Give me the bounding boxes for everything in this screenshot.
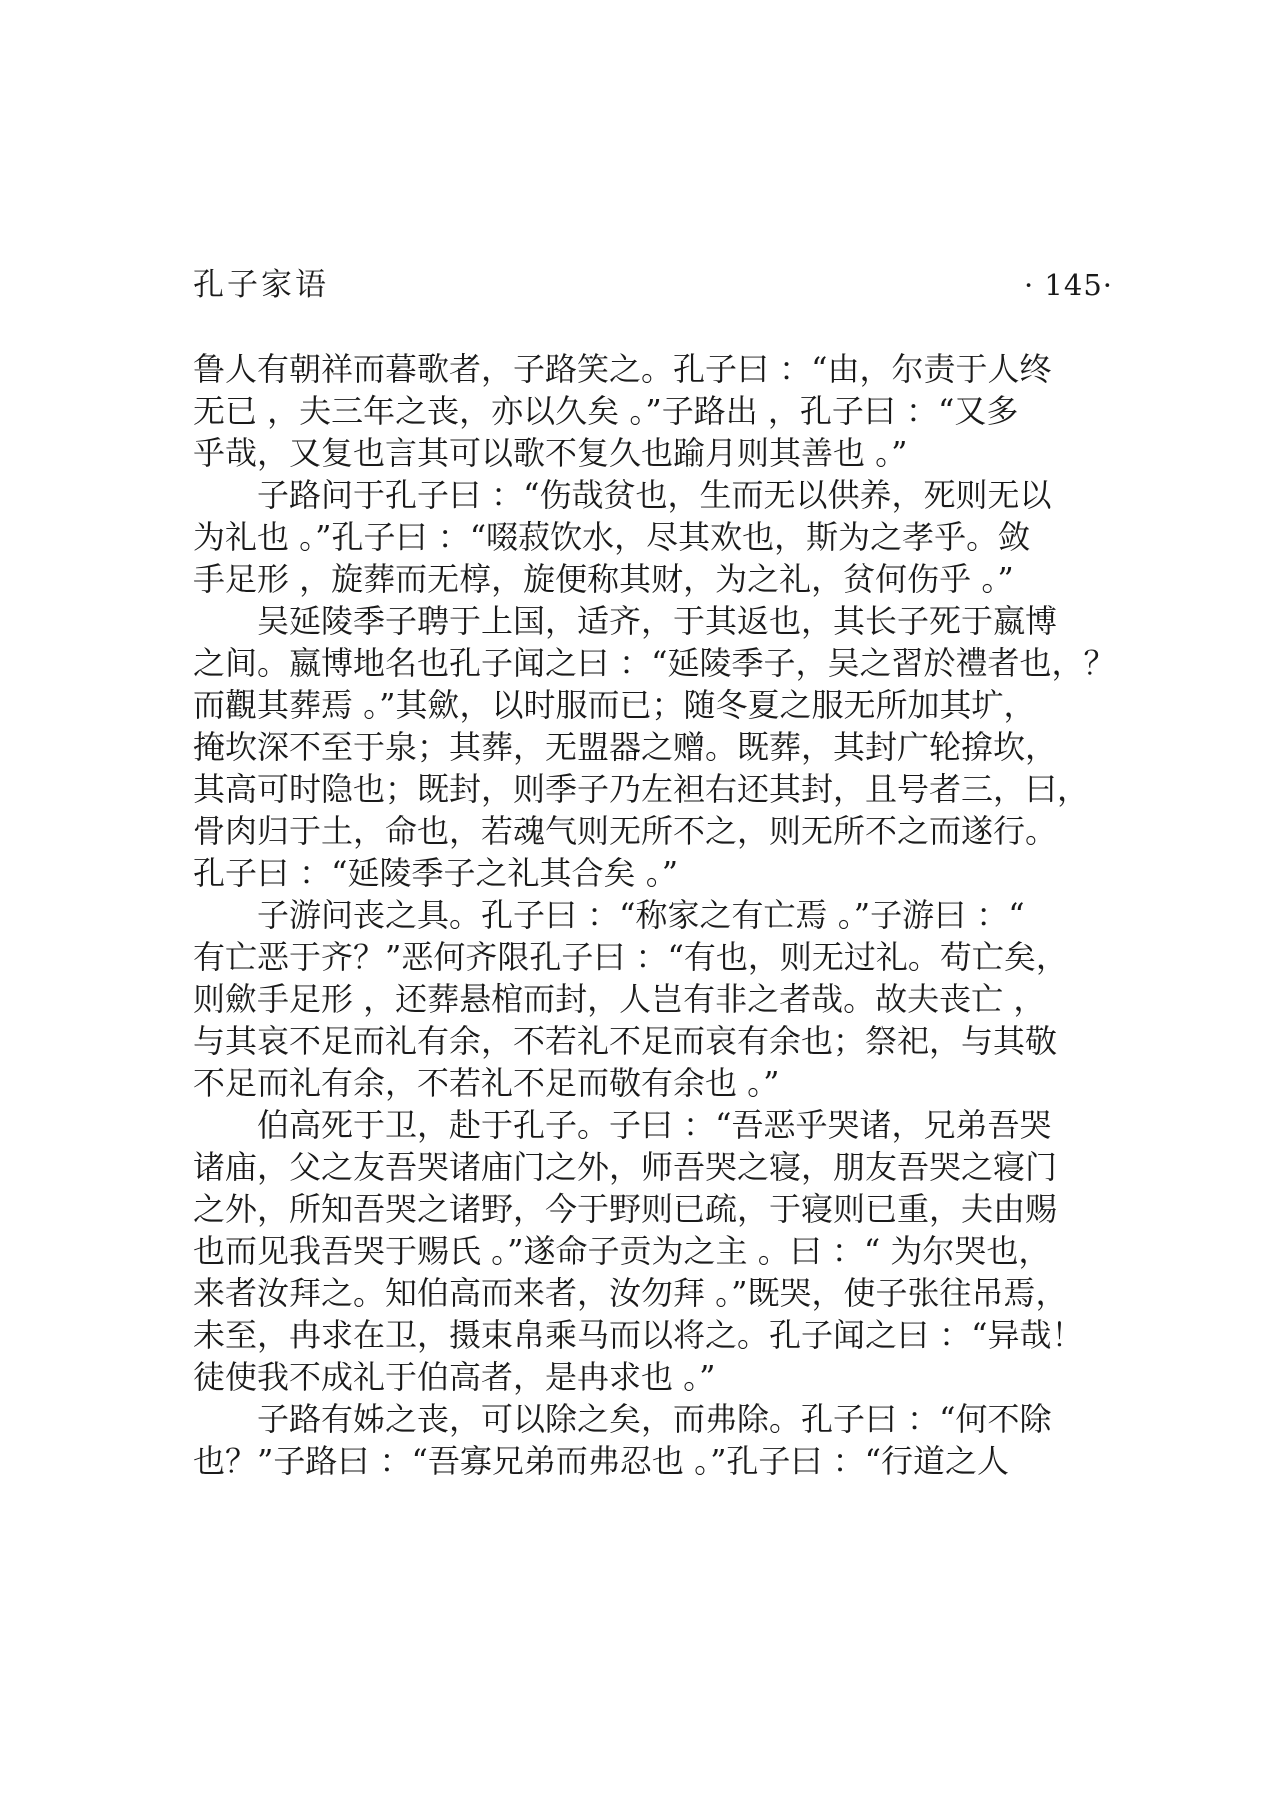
text-line: 伯高死于卫，赴于孔子。子曰 ：“吾恶乎哭诸，兄弟吾哭 [257, 1106, 1052, 1144]
text-line: 孔子曰 ：“延陵季子之礼其合矣 。” [193, 854, 679, 892]
text-line: 而觀其葬焉 。”其歛，以时服而已；随冬夏之服无所加其圹， [193, 686, 1036, 724]
running-header [193, 263, 1113, 307]
text-line: 子路问于孔子曰 ：“伤哉贫也，生而无以供养，死则无以 [257, 476, 1052, 514]
book-title: 孔子家语 [193, 267, 329, 303]
text-line: 未至，冉求在卫，摄束帛乘马而以将之。孔子闻之曰 ：“异哉！ [193, 1316, 1084, 1354]
text-line: 徒使我不成礼于伯高者，是冉求也 。” [193, 1358, 716, 1396]
text-line: 为礼也 。”孔子曰 ：“啜菽饮水，尽其欢也，斯为之孝乎。敛 [193, 518, 1031, 556]
text-line: 其高可时隐也；既封，则季子乃左袒右还其封，且号者三，曰， [193, 770, 1090, 808]
text-line: 也而见我吾哭于赐氏 。”遂命子贡为之主 。曰 ：“ 为尔哭也， [193, 1232, 1051, 1270]
text-line: 也？”子路曰 ：“吾寡兄弟而弗忍也 。”孔子曰 ：“行道之人 [193, 1442, 1009, 1480]
page-number: · 145· [1023, 268, 1113, 302]
text-line: 无已 ，夫三年之丧，亦以久矣 。”子路出 ，孔子曰 ：“又多 [193, 392, 1019, 430]
text-line: 则歛手足形 ，还葬悬棺而封，人岂有非之者哉。故夫丧亡 ， [193, 980, 1046, 1018]
text-line: 子路有姊之丧，可以除之矣，而弗除。孔子曰 ：“何不除 [257, 1400, 1052, 1438]
text-line: 来者汝拜之。知伯高而来者，汝勿拜 。”既哭，使子张往吊焉， [193, 1274, 1068, 1312]
text-line: 子游问丧之具。孔子曰 ：“称家之有亡焉 。”子游曰 ：“ [257, 896, 1025, 934]
text-line: 鲁人有朝祥而暮歌者，子路笑之。孔子曰 ：“由，尔责于人终 [193, 350, 1052, 388]
text-line: 乎哉，又复也言其可以歌不复久也踰月则其善也 。” [193, 434, 908, 472]
text-line: 不足而礼有余，不若礼不足而敬有余也 。” [193, 1064, 780, 1102]
text-line: 与其哀不足而礼有余，不若礼不足而哀有余也；祭祀，与其敬 [193, 1022, 1058, 1060]
text-line: 有亡恶于齐？”恶何齐限孔子曰 ：“有也，则无过礼。苟亡矣， [193, 938, 1068, 976]
text-line: 之外，所知吾哭之诸野，今于野则已疏，于寝则已重，夫由赐 [193, 1190, 1058, 1228]
body-text [193, 348, 1116, 1482]
text-line: 掩坎深不至于泉；其葬，无盟器之赠。既葬，其封广轮揜坎， [193, 728, 1058, 766]
text-line: 诸庙，父之友吾哭诸庙门之外，师吾哭之寝，朋友吾哭之寝门 [193, 1148, 1058, 1186]
text-line: 骨肉归于土，命也，若魂气则无所不之，则无所不之而遂行。 [193, 812, 1058, 850]
text-line: 吴延陵季子聘于上国，适齐，于其返也，其长子死于嬴博 [257, 602, 1058, 640]
text-line: 之间。嬴博地名也孔子闻之曰 ：“延陵季子，吴之習於禮者也，？ [193, 644, 1116, 682]
text-line: 手足形 ，旋葬而无椁，旋便称其财，为之礼，贫何伤乎 。” [193, 560, 1014, 598]
